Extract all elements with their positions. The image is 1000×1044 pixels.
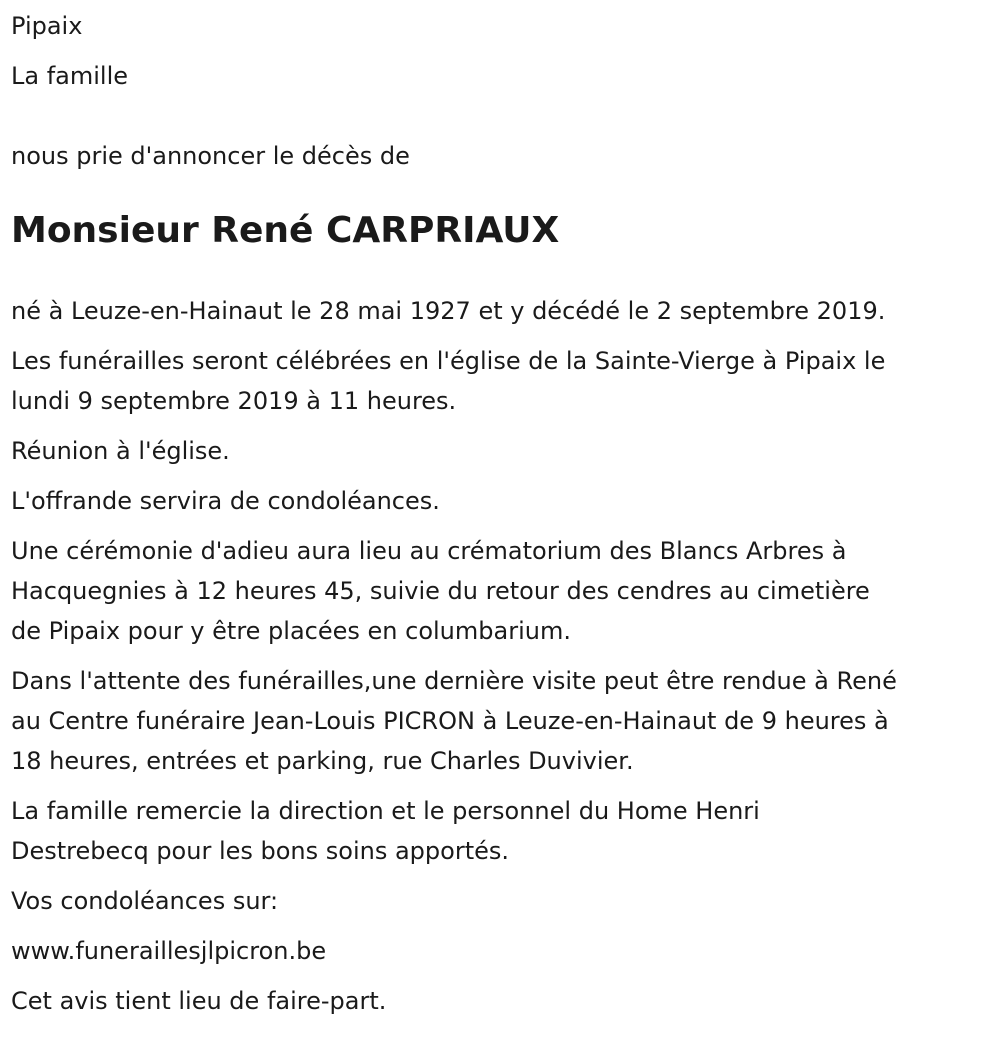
ceremony-line-2: Hacquegnies à 12 heures 45, suivie du retour des cendres au cimetière xyxy=(11,577,870,605)
website-link[interactable]: www.funeraillesjlpicron.be xyxy=(11,937,327,965)
thanks-paragraph xyxy=(11,791,996,871)
obituary-notice xyxy=(11,0,996,1031)
thanks-line-2: Destrebecq pour les bons soins apportés. xyxy=(11,837,510,865)
ceremony-line-3: de Pipaix pour y être placées en columbarium. xyxy=(11,617,571,645)
visit-line-2: au Centre funéraire Jean-Louis PICRON à Leuze-en-Hainaut de 9 heures à xyxy=(11,707,889,735)
visit-line-1: Dans l'attente des funérailles,une dernière visite peut être rendue à René xyxy=(11,667,897,695)
ceremony-line-1: Une cérémonie d'adieu aura lieu au crématorium des Blancs Arbres à xyxy=(11,537,847,565)
meeting-line: Réunion à l'église. xyxy=(11,437,230,465)
intro-line: nous prie d'annoncer le décès de xyxy=(11,142,410,170)
visit-line-3: 18 heures, entrées et parking, rue Charles Duvivier. xyxy=(11,747,634,775)
offering-line: L'offrande servira de condoléances. xyxy=(11,487,440,515)
funeral-line-1: Les funérailles seront célébrées en l'église de la Sainte-Vierge à Pipaix le xyxy=(11,347,886,375)
location-line: Pipaix xyxy=(11,12,83,40)
notice-line: Cet avis tient lieu de faire-part. xyxy=(11,987,387,1015)
condolences-line: Vos condoléances sur: xyxy=(11,887,279,915)
thanks-line-1: La famille remercie la direction et le personnel du Home Henri xyxy=(11,797,760,825)
funeral-line-2: lundi 9 septembre 2019 à 11 heures. xyxy=(11,387,457,415)
deceased-name: Monsieur René CARPRIAUX xyxy=(11,210,560,251)
family-line: La famille xyxy=(11,62,129,90)
visit-paragraph xyxy=(11,661,996,781)
ceremony-paragraph xyxy=(11,531,996,651)
funeral-paragraph xyxy=(11,341,996,421)
birth-death-line: né à Leuze-en-Hainaut le 28 mai 1927 et y décédé le 2 septembre 2019. xyxy=(11,297,886,325)
